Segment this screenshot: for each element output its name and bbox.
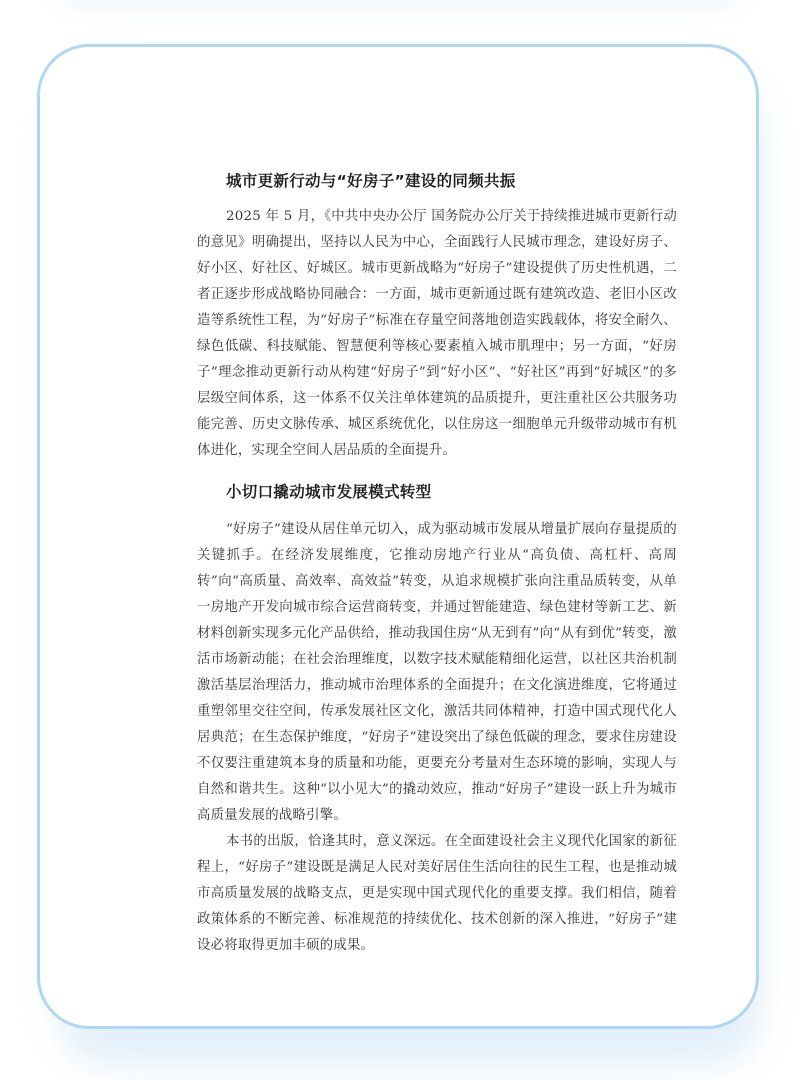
paragraph-good-house-leverage: “好房子”建设从居住单元切入，成为驱动城市发展从增量扩展向存量提质的关键抓手。在经济发展维度，它推动房地产行业从“高负债、高杠杆、高周转”向“高质量、高效率、高效益”转变，从追求规模扩张向注重品质转变，从单一房地产开发向城市综合运营商转变，并通过智能建造、绿色建材等新工艺、新材料创新实现多元化产品供给，推动我国住房“从无到有”向“从有到优”转变，激活市场新动能；在社会治理维度，以数字技术赋能精细化运营，以社区共治机制激活基层治理活力，推动城市治理体系的全面提升；在文化演进维度，它将通过重塑邻里交往空间，传承发展社区文化，激活共同体精神，打造中国式现代化人居典范；在生态保护维度，“好房子”建设突出了绿色低碳的理念，要求住房建设不仅要注重建筑本身的质量和功能，更要充分考量对生态环境的影响，实现人与自然和谐共生。这种“以小见大”的撬动效应，推动“好房子”建设一跃上升为城市高质量发展的战略引擎。	[197, 522, 677, 823]
top-glow	[60, 0, 740, 10]
section-heading-development-transformation: 小切口撬动城市发展模式转型	[226, 483, 432, 501]
section-heading-urban-renewal: 城市更新行动与“好房子”建设的同频共振	[226, 172, 516, 190]
paragraph-urban-renewal: 2025 年 5 月，《中共中央办公厅 国务院办公厅关于持续推进城市更新行动的意见》明确提出，坚持以人民为中心，全面践行人民城市理念，建设好房子、好小区、好社区、好城区。城市更新战略为“好房子”建设提供了历史性机遇，二者正逐步形成战略协同融合：一方面，城市更新通过既有建筑改造、老旧小区改造等系统性工程，为“好房子”标准在存量空间落地创造实践载体，将安全耐久、绿色低碳、科技赋能、智慧便利等核心要素植入城市肌理中；另一方面，“好房子”理念推动更新行动从构建“好房子”到“好小区”、“好社区”再到“好城区”的多层级空间体系，这一体系不仅关注单体建筑的品质提升，更注重社区公共服务功能完善、历史文脉传承、城区系统优化，以住房这一细胞单元升级带动城市有机体进化，实现全空间人居品质的全面提升。	[197, 209, 677, 458]
paragraph-book-publication: 本书的出版，恰逢其时，意义深远。在全面建设社会主义现代化国家的新征程上，“好房子”建设既是满足人民对美好居住生活向往的民生工程，也是推动城市高质量发展的战略支点，更是实现中国式现代化的重要支撑。我们相信，随着政策体系的不断完善、标准规范的持续优化、技术创新的深入推进，“好房子”建设必将取得更加丰硕的成果。	[197, 834, 677, 953]
document-content	[197, 168, 677, 959]
